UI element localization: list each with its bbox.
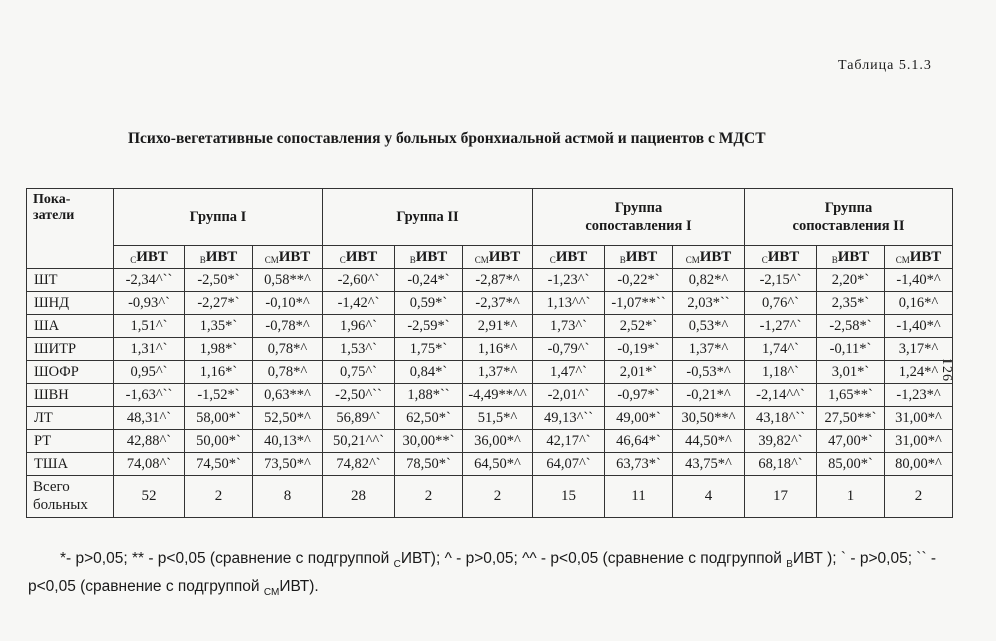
table-cell: 0,84*` [395,361,463,384]
table-cell: 56,89^` [323,407,395,430]
table-cell: -1,23^` [533,269,605,292]
table-row [27,269,953,292]
footnote-sub-1: С [393,559,401,571]
table-cell: 30,00**` [395,430,463,453]
total-cell: 2 [395,476,463,518]
table-cell: 2,35*` [817,292,885,315]
table-cell: -0,21*^ [673,384,745,407]
table-cell: 47,00*` [817,430,885,453]
subgroup-header: $_{СМ}$ИВТ [673,246,745,269]
table-cell: 43,75*^ [673,453,745,476]
table-cell: 1,24*^ [885,361,953,384]
total-cell: 2 [885,476,953,518]
total-cell: 2 [185,476,253,518]
table-cell: 27,50**` [817,407,885,430]
table-cell: 73,50*^ [253,453,323,476]
group-header-1: Группа I [114,189,323,246]
table-cell: 0,95^` [114,361,185,384]
table-cell: -2,34^`` [114,269,185,292]
table-cell: 50,00*` [185,430,253,453]
table-cell: -0,78*^ [253,315,323,338]
table-cell: -1,52*` [185,384,253,407]
table-cell: 1,65**` [817,384,885,407]
footnote-text-4: ИВТ). [279,578,319,596]
row-label: ШИТР [27,338,114,361]
row-label: ЛТ [27,407,114,430]
table-cell: 1,13^^` [533,292,605,315]
table-cell: 31,00*^ [885,430,953,453]
table-cell: 62,50*` [395,407,463,430]
group-header-4: Группа сопоставления II [745,189,953,246]
subgroup-header: $_В$ИВТ [395,246,463,269]
table-cell: 0,58**^ [253,269,323,292]
subgroup-header: $_С$ИВТ [114,246,185,269]
table-cell: -0,10*^ [253,292,323,315]
table-cell: 2,52*` [605,315,673,338]
table-cell: -2,50*` [185,269,253,292]
table-cell: 42,88^` [114,430,185,453]
row-label: ТША [27,453,114,476]
table-cell: 42,17^` [533,430,605,453]
subgroup-header: $_В$ИВТ [605,246,673,269]
table-cell: 1,16*^ [463,338,533,361]
table-cell: 50,21^^` [323,430,395,453]
table-cell: 1,96^` [323,315,395,338]
total-cell: 2 [463,476,533,518]
total-cell: 17 [745,476,817,518]
table-cell: 40,13*^ [253,430,323,453]
row-label: ШВН [27,384,114,407]
total-row [27,476,953,518]
subgroup-header: $_В$ИВТ [185,246,253,269]
table-cell: -0,22*` [605,269,673,292]
table-cell: 1,73^` [533,315,605,338]
table-cell: 1,37*^ [673,338,745,361]
table-cell: 58,00*` [185,407,253,430]
table-cell: -1,23*^ [885,384,953,407]
table-cell: 43,18^`` [745,407,817,430]
table-row [27,361,953,384]
table-cell: -0,53*^ [673,361,745,384]
table-cell: 1,51^` [114,315,185,338]
table-cell: 1,18^` [745,361,817,384]
table-cell: 49,13^`` [533,407,605,430]
table-cell: 0,59*` [395,292,463,315]
table-cell: 36,00*^ [463,430,533,453]
table-cell: -0,79^` [533,338,605,361]
table-cell: -1,07**`` [605,292,673,315]
footnote-sub-2: В [786,559,793,571]
table-cell: 52,50*^ [253,407,323,430]
footnote [28,548,968,604]
table-cell: 1,74^` [745,338,817,361]
row-label: ШТ [27,269,114,292]
table-row [27,315,953,338]
table-cell: -2,87*^ [463,269,533,292]
table-cell: 68,18^` [745,453,817,476]
table-cell: 74,08^` [114,453,185,476]
table-cell: -2,27*` [185,292,253,315]
table-cell: 2,01*` [605,361,673,384]
footnote-text-1: *- р>0,05; ** - р<0,05 (сравнение с подгруппой [60,550,394,567]
table-cell: -1,63^`` [114,384,185,407]
total-cell: 52 [114,476,185,518]
table-cell: 46,64*` [605,430,673,453]
table-row [27,338,953,361]
table-row [27,407,953,430]
table-cell: 48,31^` [114,407,185,430]
table-cell: 1,31^` [114,338,185,361]
table-cell: -0,19*` [605,338,673,361]
table-cell: -2,50^`` [323,384,395,407]
table-cell: 30,50**^ [673,407,745,430]
row-label: ША [27,315,114,338]
corner-header: Пока- затели [27,189,114,269]
table-cell: -0,97*` [605,384,673,407]
subgroup-header: $_{СМ}$ИВТ [253,246,323,269]
table-cell: 63,73*` [605,453,673,476]
subgroup-header: $_{СМ}$ИВТ [885,246,953,269]
footnote-sub-3: СМ [263,587,280,599]
table-cell: -2,60^` [323,269,395,292]
table-cell: 0,78*^ [253,338,323,361]
table-cell: 0,53*^ [673,315,745,338]
total-cell: 15 [533,476,605,518]
comparison-table [26,188,953,518]
table-cell: -2,15^` [745,269,817,292]
subgroup-header: $_С$ИВТ [323,246,395,269]
page-number: 126 [939,358,954,382]
table-cell: 85,00*` [817,453,885,476]
table-cell: 1,88*`` [395,384,463,407]
table-cell: -0,93^` [114,292,185,315]
table-cell: 1,75*` [395,338,463,361]
footnote-text-2: ИВТ); ^ - р>0,05; ^^ - р<0,05 (сравнение с подгруппой [400,550,787,567]
footnote-text-3: ИВТ ); ` - р>0,05; `` - р<0,05 (сравнение с подгруппой [28,550,937,596]
row-label: ШНД [27,292,114,315]
group-header-3: Группа сопоставления I [533,189,745,246]
table-cell: -0,11*` [817,338,885,361]
table-cell: 2,20*` [817,269,885,292]
table-cell: 1,16*` [185,361,253,384]
table-cell: -2,59*` [395,315,463,338]
table-cell: 1,35*` [185,315,253,338]
table-row [27,430,953,453]
subgroup-header: $_В$ИВТ [817,246,885,269]
table-cell: 78,50*` [395,453,463,476]
total-cell: 1 [817,476,885,518]
total-label: Всего больных [27,476,114,518]
table-cell: -2,37*^ [463,292,533,315]
table-row [27,453,953,476]
table-row [27,292,953,315]
table-cell: 74,50*` [185,453,253,476]
total-cell: 8 [253,476,323,518]
table-cell: -2,58*` [817,315,885,338]
table-cell: 44,50*^ [673,430,745,453]
table-cell: 1,53^` [323,338,395,361]
table-cell: 64,50*^ [463,453,533,476]
table-cell: -2,01^` [533,384,605,407]
table-cell: -1,27^` [745,315,817,338]
table-cell: 31,00*^ [885,407,953,430]
table-cell: 51,5*^ [463,407,533,430]
table-cell: -1,42^` [323,292,395,315]
table-cell: 3,17*^ [885,338,953,361]
table-cell: 39,82^` [745,430,817,453]
total-cell: 28 [323,476,395,518]
subgroup-header: $_С$ИВТ [745,246,817,269]
table-cell: 0,78*^ [253,361,323,384]
table-title: Психо-вегетативные сопоставления у больных бронхиальной астмой и пациентов с МДСТ [128,130,766,147]
table-cell: 49,00*` [605,407,673,430]
table-cell: -0,24*` [395,269,463,292]
total-cell: 4 [673,476,745,518]
table-cell: -2,14^^` [745,384,817,407]
table-cell: 0,75^` [323,361,395,384]
table-cell: 74,82^` [323,453,395,476]
row-label: ШОФР [27,361,114,384]
table-cell: -1,40*^ [885,315,953,338]
subgroup-header: $_С$ИВТ [533,246,605,269]
total-cell: 11 [605,476,673,518]
table-cell: 2,91*^ [463,315,533,338]
table-cell: 64,07^` [533,453,605,476]
table-cell: 2,03*`` [673,292,745,315]
row-label: РТ [27,430,114,453]
table-cell: -1,40*^ [885,269,953,292]
table-cell: -4,49**^^ [463,384,533,407]
table-cell: 0,76^` [745,292,817,315]
table-cell: 80,00*^ [885,453,953,476]
group-header-2: Группа II [323,189,533,246]
table-cell: 3,01*` [817,361,885,384]
table-cell: 1,37*^ [463,361,533,384]
table-label: Таблица 5.1.3 [838,58,932,73]
table-cell: 0,82*^ [673,269,745,292]
subgroup-header: $_{СМ}$ИВТ [463,246,533,269]
table-cell: 1,47^` [533,361,605,384]
table-cell: 0,16*^ [885,292,953,315]
table-cell: 1,98*` [185,338,253,361]
table-row [27,384,953,407]
table-cell: 0,63**^ [253,384,323,407]
